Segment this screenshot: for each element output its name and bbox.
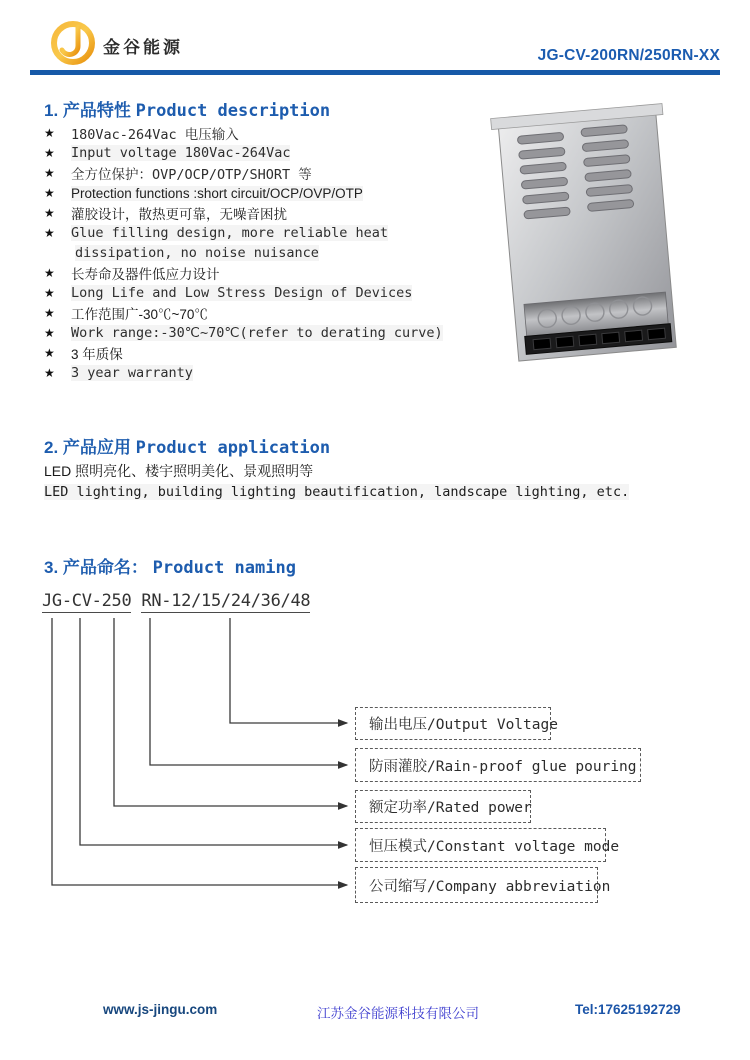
- naming-box-output-voltage: 输出电压/Output Voltage: [355, 707, 551, 740]
- feature-item: [44, 163, 474, 183]
- feature-list: [44, 123, 474, 383]
- logo-monogram-icon: [50, 20, 96, 71]
- star-bullet-icon: ★: [44, 306, 55, 320]
- star-bullet-icon: ★: [44, 366, 55, 380]
- feature-text: 全方位保护：OVP/OCP/OTP/SHORT 等: [71, 167, 312, 183]
- section2-heading: [44, 433, 330, 458]
- naming-code-segment: JG-CV-250: [42, 591, 132, 611]
- star-bullet-icon: ★: [44, 286, 55, 300]
- feature-text: Long Life and Low Stress Design of Devices: [71, 285, 413, 301]
- feature-text: dissipation, no noise nuisance: [75, 245, 319, 261]
- feature-text: Input voltage 180Vac-264Vac: [71, 145, 291, 161]
- section3-title-cn: 产品命名：: [62, 558, 148, 577]
- naming-box-rated-power: 额定功率/Rated power: [355, 790, 531, 823]
- section2-title-cn: 产品应用: [62, 438, 131, 457]
- header-divider: [30, 70, 720, 75]
- feature-item: [44, 203, 474, 223]
- star-bullet-icon: ★: [44, 146, 55, 160]
- naming-box-company-abbreviation: 公司缩写/Company abbreviation: [355, 867, 598, 903]
- star-bullet-icon: ★: [44, 226, 55, 240]
- feature-item: [44, 123, 474, 143]
- feature-item: [44, 263, 474, 283]
- feature-item: [44, 303, 474, 323]
- footer-telephone-link[interactable]: Tel:17625192729: [575, 1002, 681, 1017]
- feature-text: 3 年质保: [71, 347, 123, 362]
- section1-title-cn: 产品特性: [62, 101, 131, 120]
- feature-text: 工作范围广-30℃~70℃: [71, 307, 208, 322]
- star-bullet-icon: ★: [44, 346, 55, 360]
- star-bullet-icon: ★: [44, 206, 55, 220]
- feature-item: [44, 143, 474, 163]
- feature-text: Work range:-30℃~70℃(refer to derating curve): [71, 325, 443, 341]
- feature-item: [44, 363, 474, 383]
- section2-number: 2.: [44, 438, 59, 457]
- star-bullet-icon: ★: [44, 126, 55, 140]
- feature-item-continuation: [44, 243, 474, 263]
- application-text-en: LED lighting, building lighting beautification, landscape lighting, etc.: [44, 484, 630, 500]
- naming-box-constant-voltage: 恒压模式/Constant voltage mode: [355, 828, 606, 862]
- star-bullet-icon: ★: [44, 166, 55, 180]
- brand-name: 金谷能源: [103, 38, 183, 58]
- naming-box-rainproof-glue: 防雨灌胶/Rain-proof glue pouring: [355, 748, 641, 782]
- feature-item: [44, 223, 474, 243]
- feature-text: Protection functions :short circuit/OCP/OVP/OTP: [71, 185, 363, 201]
- section3-heading: [44, 553, 296, 578]
- company-logo: [50, 20, 183, 71]
- feature-item: [44, 343, 474, 363]
- footer-website-link[interactable]: www.js-jingu.com: [103, 1002, 218, 1017]
- footer-company-link[interactable]: 江苏金谷能源科技有限公司: [317, 1006, 479, 1021]
- section3-title-en: Product naming: [152, 558, 296, 578]
- application-text-cn: LED 照明亮化、楼宇照明美化、景观照明等: [44, 463, 314, 479]
- star-bullet-icon: ★: [44, 186, 55, 200]
- power-supply-image: [468, 102, 720, 364]
- star-bullet-icon: ★: [44, 266, 55, 280]
- feature-text: 3 year warranty: [71, 365, 193, 381]
- product-code: JG-CV-200RN/250RN-XX: [537, 47, 720, 64]
- feature-text: 180Vac-264Vac 电压输入: [71, 127, 239, 143]
- star-bullet-icon: ★: [44, 326, 55, 340]
- feature-item: [44, 183, 474, 203]
- section3-number: 3.: [44, 558, 59, 577]
- feature-text: 灌胶设计，散热更可靠，无噪音困扰: [71, 207, 287, 222]
- naming-code-segment: RN-12/15/24/36/48: [141, 591, 311, 611]
- feature-item: [44, 283, 474, 303]
- section1-title-en: Product description: [135, 101, 331, 121]
- feature-item: [44, 323, 474, 343]
- section1-number: 1.: [44, 101, 59, 120]
- feature-text: 长寿命及器件低应力设计: [71, 267, 220, 282]
- feature-text: Glue filling design, more reliable heat: [71, 225, 388, 241]
- product-photo: [468, 102, 720, 364]
- section1-heading: [44, 96, 330, 121]
- section2-title-en: Product application: [135, 438, 331, 458]
